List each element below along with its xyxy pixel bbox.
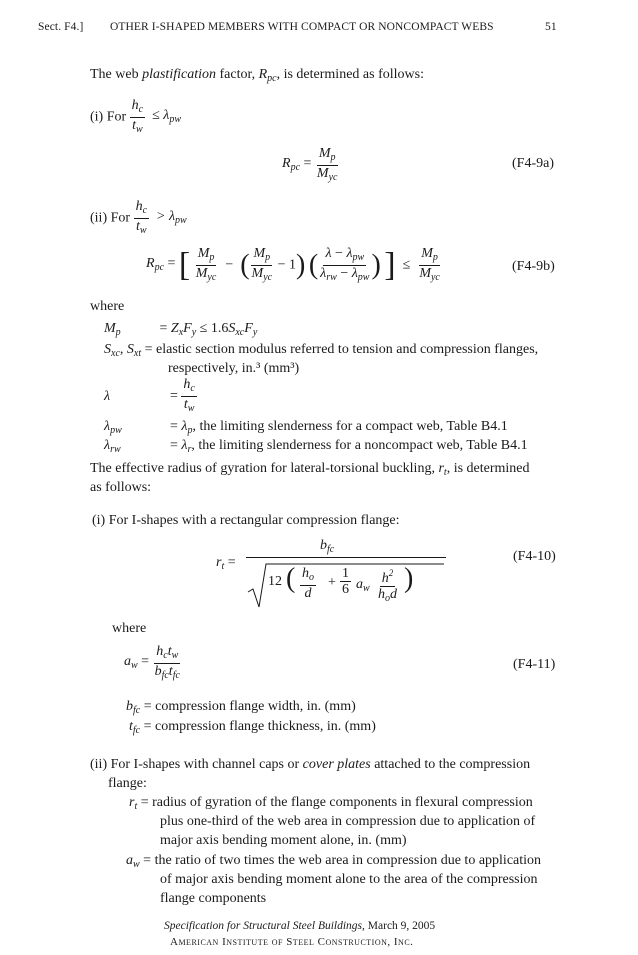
definition-sxc-cont: respectively, in.³ (mm³) xyxy=(168,361,300,376)
lambda-rw-text: , the limiting slenderness for a noncompact web, Table B4.1 xyxy=(191,438,528,453)
sxc-definition-text: = elastic section modulus referred to tension and compression flanges, xyxy=(144,342,539,357)
intro-text-3: , is determined as follows: xyxy=(276,67,424,82)
page-number: 51 xyxy=(545,21,557,33)
intro-text-2: factor, xyxy=(215,67,259,82)
lambda-equals: = xyxy=(170,388,178,404)
rect-flange-heading: (i) For I-shapes with a rectangular compression flange: xyxy=(92,513,400,528)
definition-sxc-sxt: $S_{xc}$, $S_{xt}$ = elastic section modulus referred to tension and compression flanges, xyxy=(104,342,539,359)
equation-f4-9a: $R_{pc}$ = $\frac{M_p}{M_{yc}}$ xyxy=(282,146,338,183)
definition-lambda-rw: $\lambda_{rw}$ = $\lambda_r$, the limiting slenderness for a noncompact web, Table B4.1 xyxy=(104,438,528,455)
definition-rt-2: plus one-third of the web area in compression due to application of xyxy=(160,814,536,829)
radius-paragraph-line1: The effective radius of gyration for lateral-torsional buckling, $r_t$, is determined xyxy=(90,461,530,478)
rt-line-1: radius of gyration of the flange components in flexural compression xyxy=(152,795,533,810)
channel-text-3: attached to the compression xyxy=(370,757,531,772)
equation-f4-9b: $R_{pc}$ = [ $\frac{M_p}{M_{yc}}$ − ( $\frac{M_p}{M_{yc}}$ − 1) ( $\frac{\lambda - \lambda_{pw}}{\lambda_{rw} - \lambda_{pw}}$ ) ] ≤ $\frac{M_p}{M_{yc}}$ xyxy=(146,246,440,284)
where-label-2: where xyxy=(112,621,147,636)
channel-caps-heading xyxy=(90,756,530,774)
radius-paragraph-line2: as follows: xyxy=(90,480,152,495)
aw-line-1: the ratio of two times the web area in compression due to application xyxy=(154,853,542,868)
intro-term: plastification xyxy=(142,67,216,82)
eq-number-f4-9a: (F4-9a) xyxy=(512,156,554,171)
where-label: where xyxy=(90,299,125,314)
footer-publisher: American Institute of Steel Construction, Inc. xyxy=(170,936,414,948)
definition-aw-3: flange components xyxy=(160,891,267,906)
case-i-label: (i) For xyxy=(90,109,127,125)
footer-date: March 9, 2005 xyxy=(364,920,436,932)
rpc-symbol: $R_{pc}$ xyxy=(258,67,277,84)
definition-rt-3: major axis bending moment alone, in. (mm) xyxy=(160,833,407,848)
case-i-condition: (i) For $\frac{h_c}{t_w}$ ≤ $\lambda_{pw}$ xyxy=(90,98,182,135)
channel-caps-heading-2: flange: xyxy=(108,776,147,791)
channel-text-2: cover plates xyxy=(302,757,371,772)
radius-text: The effective radius of gyration for lateral-torsional buckling, xyxy=(90,461,439,476)
bfc-text: compression flange width, in. (mm) xyxy=(155,699,356,714)
definition-mp: $M_p$ = $Z_xF_y \le 1.6S_{xc}F_y$ xyxy=(104,321,258,338)
definition-tfc: $t_{fc}$ = compression flange thickness, in. (mm) xyxy=(129,719,376,736)
footer-title: Specification for Structural Steel Buildings, xyxy=(164,920,365,932)
eq-number-f4-9b: (F4-9b) xyxy=(512,259,555,274)
tfc-text: compression flange thickness, in. (mm) xyxy=(155,719,376,734)
hc-tw-fraction: $\frac{h_c}{t_w}$ xyxy=(131,98,144,135)
intro-text: The web xyxy=(90,67,143,82)
definition-lambda: λ = $\frac{h_c}{t_w}$ xyxy=(104,377,195,414)
case-ii-condition: (ii) For $\frac{h_c}{t_w}$ > $\lambda_{pw}$ xyxy=(90,199,187,236)
equation-f4-11: $a_w$ = $\frac{h_ct_w}{b_{fc}t_{fc}}$ xyxy=(124,644,180,681)
running-header-section: Sect. F4.] xyxy=(38,21,84,33)
lambda-pw-text: , the limiting slenderness for a compact web, Table B4.1 xyxy=(192,419,508,434)
definition-aw-2: of major axis bending moment alone to the area of the compression xyxy=(160,872,538,887)
radius-text-2: , is determined xyxy=(446,461,530,476)
case-ii-label: (ii) For xyxy=(90,210,131,226)
footer-spec xyxy=(164,920,435,932)
definition-rt-1: $r_t$ = radius of gyration of the flange components in flexural compression xyxy=(129,795,533,812)
definition-aw-1: $a_w$ = the ratio of two times the web area in compression due to application xyxy=(126,853,542,870)
definition-bfc: $b_{fc}$ = compression flange width, in. (mm) xyxy=(126,699,356,716)
eq-number-f4-10: (F4-10) xyxy=(513,549,556,564)
definition-lambda-pw: $\lambda_{pw}$ = $\lambda_p$, the limiting slenderness for a compact web, Table B4.1 xyxy=(104,419,508,436)
intro-paragraph xyxy=(90,66,424,88)
eq-number-f4-11: (F4-11) xyxy=(513,657,556,672)
channel-text-1: (ii) For I-shapes with channel caps or xyxy=(90,757,303,772)
running-header-title: OTHER I-SHAPED MEMBERS WITH COMPACT OR NONCOMPACT WEBS xyxy=(110,21,494,33)
